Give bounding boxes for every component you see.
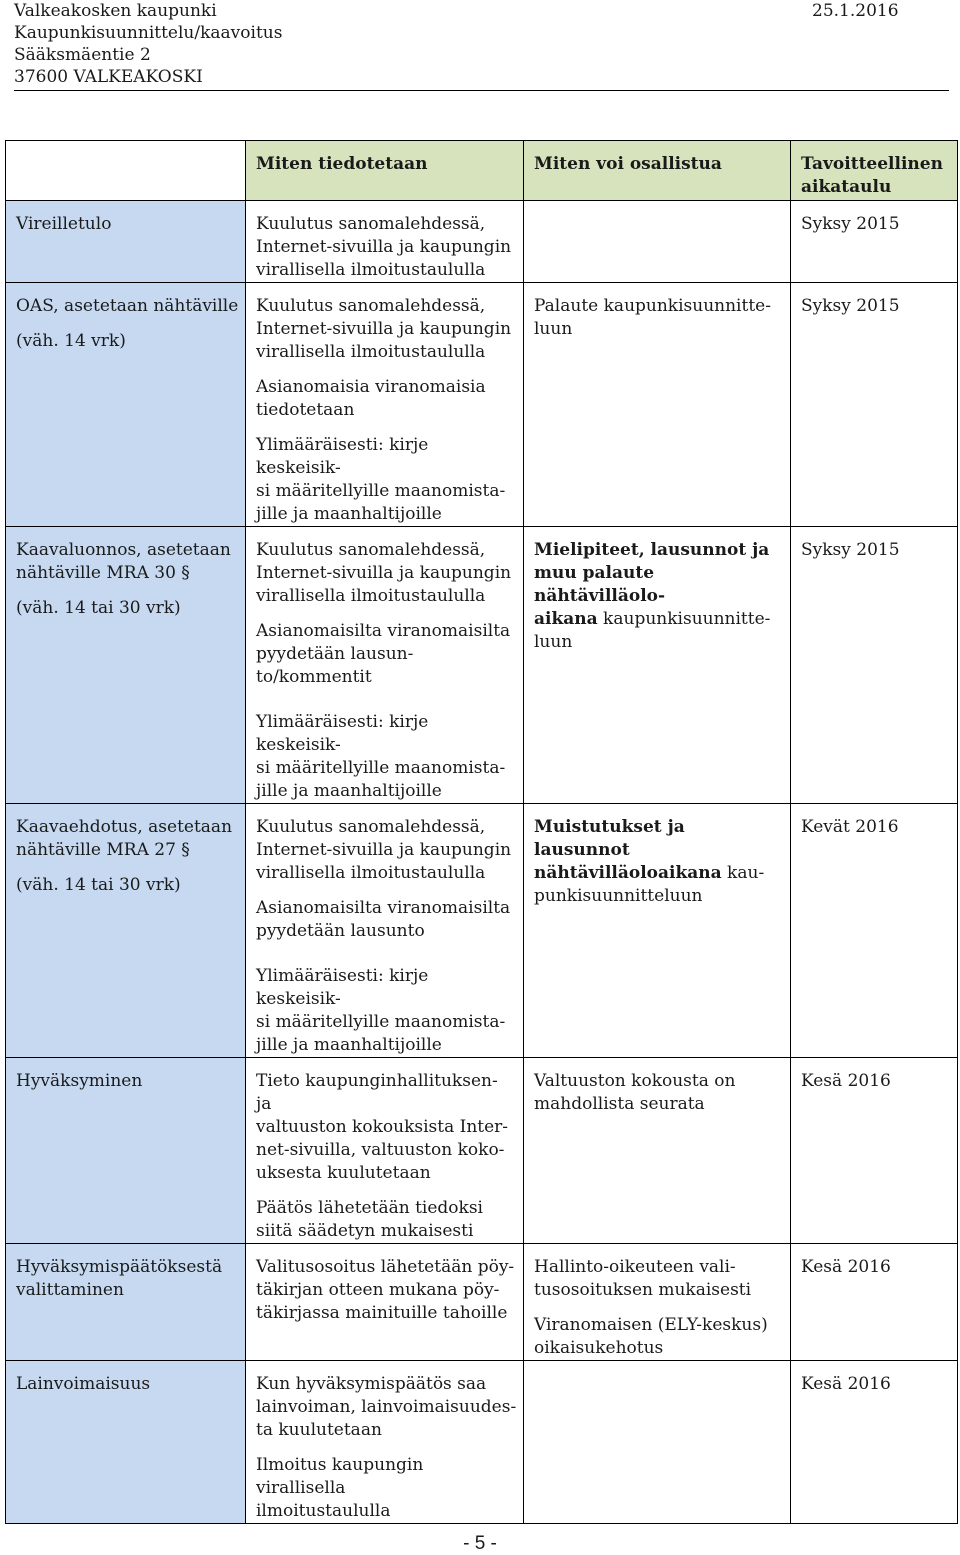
phase-cell: Hyväksyminen [6,1058,246,1244]
phase-cell: Kaavaehdotus, asetetaan nähtäville MRA 27 § (väh. 14 tai 30 vrk) [6,804,246,1058]
table-row [6,1361,958,1524]
participate-cell: Valtuuston kokousta on mahdollista seurata [524,1058,791,1244]
table-row [6,1058,958,1244]
header-inform: Miten tiedotetaan [246,141,524,201]
org-name: Valkeakosken kaupunki [14,1,217,21]
participate-cell: Mielipiteet, lausunnot ja muu palaute nähtävilläolo- aikana kaupunkisuunnitte- luun [524,527,791,804]
inform-cell: Kun hyväksymispäätös saa lainvoiman, lainvoimaisuudes- ta kuulutetaan Ilmoitus kaupungin virallisella ilmoitustaululla [246,1361,524,1524]
phase-cell: Lainvoimaisuus [6,1361,246,1524]
participate-cell [524,201,791,283]
schedule-cell: Kesä 2016 [791,1244,958,1361]
inform-cell: Kuulutus sanomalehdessä, Internet-sivuilla ja kaupungin virallisella ilmoitustaululla Asianomaisia viranomaisia tiedotetaan Ylimääräisesti: kirje keskeisik- si määritellyille maanomista- jille ja maanhaltijoille [246,283,524,527]
inform-cell: Kuulutus sanomalehdessä, Internet-sivuilla ja kaupungin virallisella ilmoitustaululla Asianomaisilta viranomaisilta pyydetään lausun- to/kommentit Ylimääräisesti: kirje keskeisik- si määritellyille maanomista- jille ja maanhaltijoille [246,527,524,804]
street-address: Sääksmäentie 2 [14,45,151,65]
table-header-row [6,141,958,201]
letterhead [14,0,950,88]
header-participate: Miten voi osallistua [524,141,791,201]
participate-cell: Hallinto-oikeuteen vali- tusosoituksen mukaisesti Viranomaisen (ELY-keskus) oikaisukehotus [524,1244,791,1361]
header-blank-cell [6,141,246,201]
schedule-cell: Syksy 2015 [791,201,958,283]
header-rule [14,90,949,91]
schedule-cell: Syksy 2015 [791,527,958,804]
table-row [6,527,958,804]
header-schedule: Tavoitteellinen aikataulu [791,141,958,201]
phase-cell: Vireilletulo [6,201,246,283]
inform-cell: Tieto kaupunginhallituksen- ja valtuuston kokouksista Inter- net-sivuilla, valtuuston koko- uksesta kuulutetaan Päätös lähetetään tiedoksi siitä säädetyn mukaisesti [246,1058,524,1244]
inform-cell: Valitusosoitus lähetetään pöy- täkirjan otteen mukana pöy- täkirjassa mainituille tahoille [246,1244,524,1361]
table-row [6,1244,958,1361]
page-number: - 5 - [463,1533,497,1554]
schedule-cell: Syksy 2015 [791,283,958,527]
inform-cell: Kuulutus sanomalehdessä, Internet-sivuilla ja kaupungin virallisella ilmoitustaululla [246,201,524,283]
schedule-cell: Kesä 2016 [791,1361,958,1524]
phase-cell: Hyväksymispäätöksestä valittaminen [6,1244,246,1361]
schedule-cell: Kevät 2016 [791,804,958,1058]
postal-address: 37600 VALKEAKOSKI [14,67,203,87]
inform-cell: Kuulutus sanomalehdessä, Internet-sivuilla ja kaupungin virallisella ilmoitustaululla Asianomaisilta viranomaisilta pyydetään lausunto Ylimääräisesti: kirje keskeisik- si määritellyille maanomista- jille ja maanhaltijoille [246,804,524,1058]
participation-table [5,140,958,1524]
table-row [6,804,958,1058]
table-row [6,201,958,283]
participate-cell: Muistutukset ja lausunnot nähtävilläoloaikana kau- punkisuunnitteluun [524,804,791,1058]
participate-cell [524,1361,791,1524]
phase-cell: OAS, asetetaan nähtäville (väh. 14 vrk) [6,283,246,527]
department: Kaupunkisuunnittelu/kaavoitus [14,23,283,43]
table-row [6,283,958,527]
schedule-cell: Kesä 2016 [791,1058,958,1244]
phase-cell: Kaavaluonnos, asetetaan nähtäville MRA 30 § (väh. 14 tai 30 vrk) [6,527,246,804]
participate-cell: Palaute kaupunkisuunnitte- luun [524,283,791,527]
document-date: 25.1.2016 [812,1,899,21]
